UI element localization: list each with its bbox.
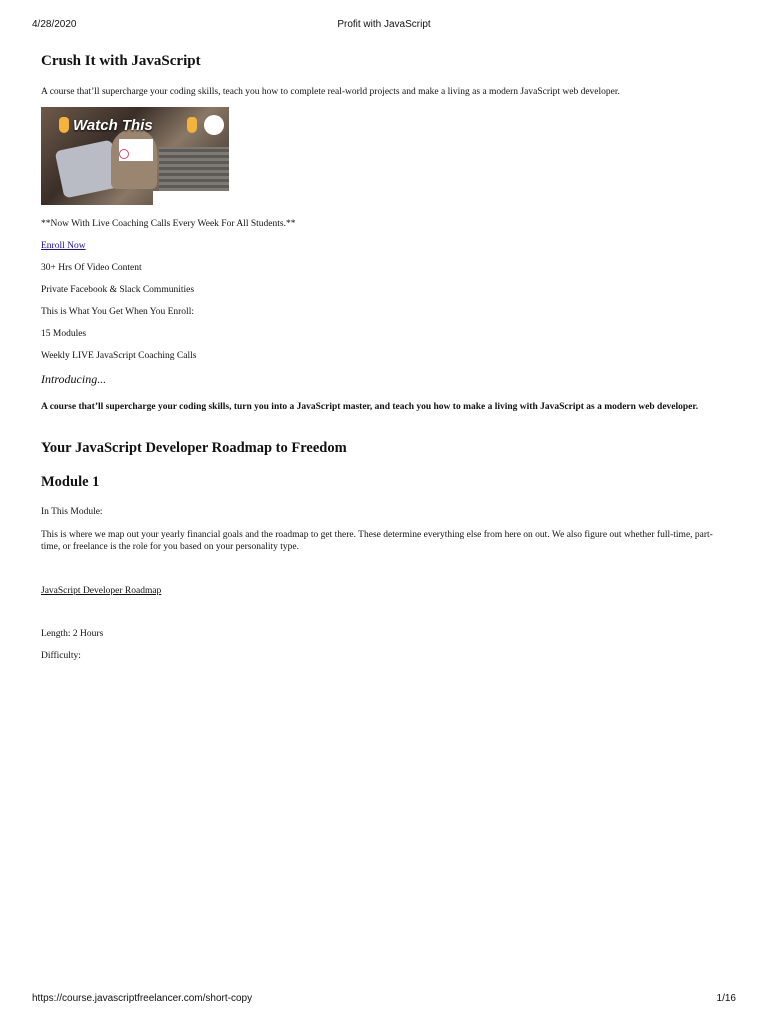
enroll-paragraph [41, 240, 86, 252]
roadmap-paragraph [41, 585, 161, 597]
module-difficulty: Difficulty: [41, 651, 81, 661]
white-block [153, 191, 229, 205]
app-logo-icon [119, 149, 129, 159]
roadmap-link[interactable]: JavaScript Developer Roadmap [41, 586, 162, 596]
module-heading: Module 1 [41, 474, 100, 490]
feature-item: 30+ Hrs Of Video Content [41, 263, 142, 273]
feature-item: Private Facebook & Slack Communities [41, 285, 195, 295]
enroll-now-link[interactable]: Enroll Now [41, 241, 86, 251]
roadmap-heading: Your JavaScript Developer Roadmap to Freedom [41, 440, 347, 456]
video-overlay-text: Watch This [73, 117, 153, 134]
feature-item: Weekly LIVE JavaScript Coaching Calls [41, 351, 197, 361]
introducing-text: Introducing... [41, 372, 107, 386]
course-title: Crush It with JavaScript [41, 53, 201, 69]
print-page-number: 1/16 [716, 993, 736, 1004]
pointing-hand-icon [187, 117, 197, 133]
print-date: 4/28/2020 [32, 19, 77, 30]
motion-blur-image [159, 147, 229, 197]
pointing-hand-icon [59, 117, 69, 133]
print-url: https://course.javascriptfreelancer.com/short-copy [32, 993, 253, 1004]
live-coaching-note: **Now With Live Coaching Calls Every Week For All Students.** [41, 219, 296, 229]
feature-item: 15 Modules [41, 329, 87, 339]
in-this-module-label: In This Module: [41, 507, 103, 517]
avatar-circle [204, 115, 224, 135]
course-tagline: A course that’ll supercharge your coding skills, teach you how to complete real-world projects and make a living as a modern JavaScript web developer. [41, 87, 620, 97]
module-description: This is where we map out your yearly financial goals and the roadmap to get there. These determine everything else from here on out. We also figure out whether full-time, part-time, or freelance is the role for you based on your personality type. [41, 530, 713, 552]
print-page-title: Profit with JavaScript [337, 19, 431, 30]
module-length: Length: 2 Hours [41, 629, 104, 639]
video-thumbnail[interactable] [41, 107, 229, 205]
bold-tagline: A course that’ll supercharge your coding skills, turn you into a JavaScript master, and teach you how to make a living with JavaScript as a modern web developer. [41, 402, 699, 412]
feature-item: This is What You Get When You Enroll: [41, 307, 194, 317]
